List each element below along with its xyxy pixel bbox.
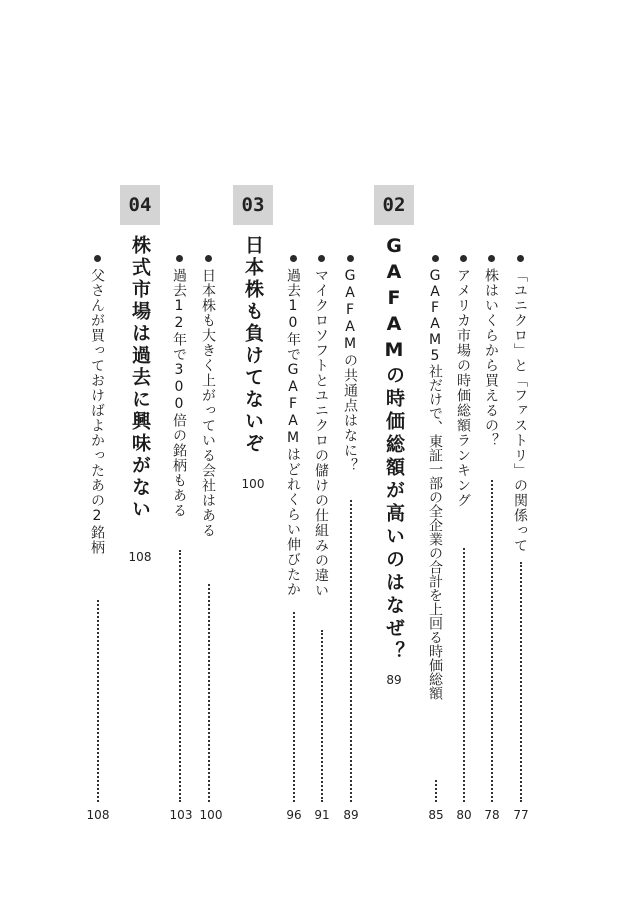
chapter-03-page: 100 bbox=[241, 477, 265, 491]
toc-page-02-7: 96 bbox=[286, 808, 302, 822]
toc-entry-02-7: 過去10年でGAFAMはどれくらい伸びたか bbox=[285, 268, 301, 597]
toc-entry-02-1: 「ユニクロ」と「ファストリ」の関係って bbox=[512, 268, 528, 553]
toc-entry-02-3: アメリカ市場の時価総額ランキング bbox=[455, 268, 471, 508]
bullet-icon bbox=[205, 255, 212, 262]
bullet-icon bbox=[318, 255, 325, 262]
bullet-icon bbox=[347, 255, 354, 262]
bullet-icon bbox=[290, 255, 297, 262]
toc-page-02-1: 77 bbox=[513, 808, 529, 822]
bullet-icon bbox=[460, 255, 467, 262]
bullet-icon bbox=[517, 255, 524, 262]
toc-leader bbox=[520, 562, 522, 802]
toc-leader bbox=[97, 600, 99, 802]
chapter-04-title: 株式市場は過去に興味がない bbox=[129, 235, 151, 521]
toc-page-02-3: 80 bbox=[456, 808, 472, 822]
toc-entry-02-4: GAFAM5社だけで、東証一部の全企業の合計を上回る時価総額 bbox=[427, 268, 443, 700]
toc-page-02-4: 85 bbox=[428, 808, 444, 822]
toc-entry-02-2: 株はいくらから買えるの？ bbox=[483, 268, 499, 448]
toc-leader bbox=[463, 548, 465, 802]
toc-leader bbox=[350, 500, 352, 802]
toc-leader bbox=[435, 780, 437, 802]
toc-leader bbox=[179, 550, 181, 802]
toc-page-03-1: 100 bbox=[199, 808, 223, 822]
toc-page-02-2: 78 bbox=[484, 808, 500, 822]
toc-entry-03-2: 過去12年で300倍の銘柄もある bbox=[171, 268, 187, 518]
bullet-icon bbox=[94, 255, 101, 262]
chapter-03-title: 日本株も負けてないぞ bbox=[242, 235, 264, 455]
toc-entry-02-5: GAFAMの共通点はなに？ bbox=[342, 268, 358, 473]
toc-page-04-1: 108 bbox=[86, 808, 110, 822]
toc-page-02-6: 91 bbox=[314, 808, 330, 822]
toc-leader bbox=[491, 480, 493, 802]
toc-entry-03-1: 日本株も大きく上がっている会社はある bbox=[200, 268, 216, 538]
toc-entry-02-6: マイクロソフトとユニクロの儲けの仕組みの違い bbox=[313, 268, 329, 598]
toc-leader bbox=[321, 630, 323, 802]
chapter-03-number: 03 bbox=[233, 185, 273, 225]
chapter-04-number: 04 bbox=[120, 185, 160, 225]
bullet-icon bbox=[488, 255, 495, 262]
toc-leader bbox=[293, 612, 295, 802]
toc-leader bbox=[208, 584, 210, 802]
chapter-02-page: 89 bbox=[386, 673, 402, 687]
bullet-icon bbox=[432, 255, 439, 262]
toc-entry-04-1: 父さんが買っておけばよかったあの2銘柄 bbox=[89, 268, 105, 555]
toc-page-03-2: 103 bbox=[169, 808, 193, 822]
chapter-04-page: 108 bbox=[128, 550, 152, 564]
toc-page-02-5: 89 bbox=[343, 808, 359, 822]
bullet-icon bbox=[176, 255, 183, 262]
chapter-02-title: GAFAMの時価総額が高いのはなぜ？ bbox=[383, 235, 405, 664]
chapter-02-number: 02 bbox=[374, 185, 414, 225]
